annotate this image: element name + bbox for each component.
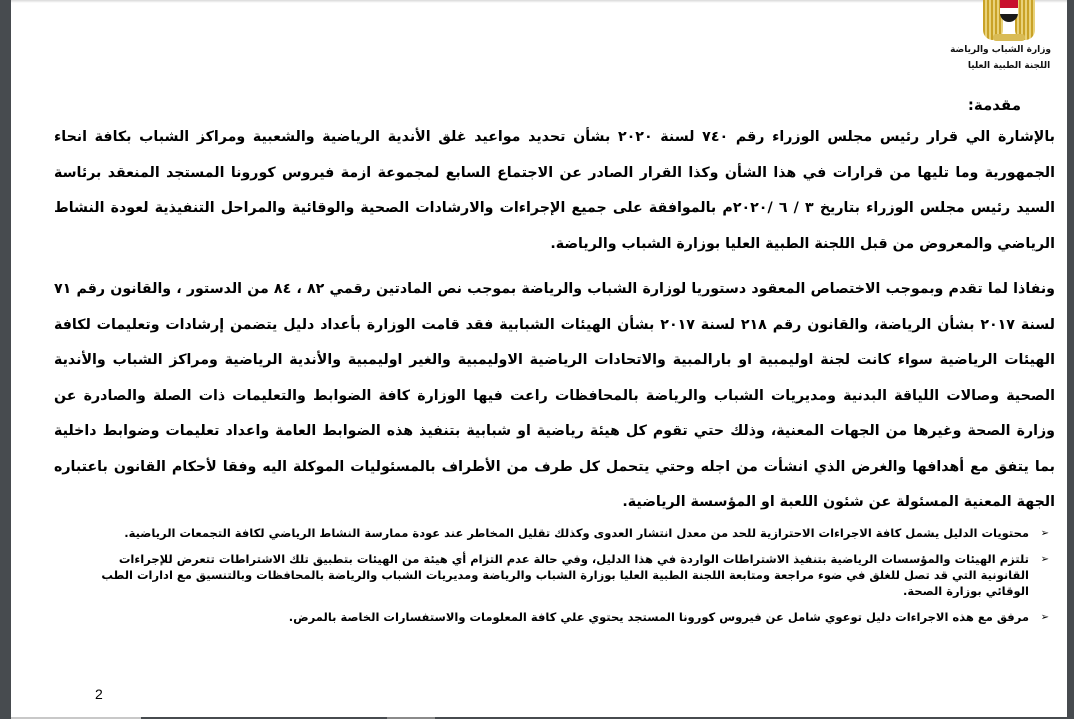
arrow-bullet-icon: ➢	[1040, 527, 1049, 539]
document-body	[54, 120, 1055, 635]
bullet-text: تلتزم الهيئات والمؤسسات الرياضية بتنفيذ الاشتراطات الواردة في هذا الدليل، وفي حالة عدم التزام أي هيئة من الهيئات بتطبيق تلك الاشتراطات تتعرض للإجراءات القانونية التي قد تصل للغلق في ضوء مراجعة ومتابعة اللجنة الطبية العليا بوزارة الشباب والرياضة ومديريات الشباب والرياضة بالمحافظات وبالتنسيق مع ادارات الطب الوقائي بوزارة الصحة.	[101, 551, 1029, 598]
egypt-eagle-emblem-icon	[983, 0, 1035, 42]
bullet-text: محتويات الدليل يشمل كافة الاجراءات الاحترازية للحد من معدل انتشار العدوى وكذلك تقليل المخاطر عند عودة ممارسة النشاط الرياضي لكافة التجمعات الرياضية.	[124, 525, 1029, 540]
bullet-item	[54, 525, 1055, 541]
arrow-bullet-icon: ➢	[1040, 553, 1049, 565]
section-title: مقدمة:	[967, 96, 1021, 114]
bullet-list	[54, 525, 1055, 625]
arrow-bullet-icon: ➢	[1040, 611, 1049, 623]
bullet-text: مرفق مع هذه الاجراءات دليل توعوي شامل عن فيروس كورونا المستجد يحتوي علي كافة المعلومات والاستفسارات الخاصة بالمرض.	[288, 609, 1029, 624]
ministry-name: وزارة الشباب والرياضة	[950, 45, 1051, 55]
paragraph-1: بالإشارة الي قرار رئيس مجلس الوزراء رقم ٧٤٠ لسنة ٢٠٢٠ بشأن تحديد مواعيد غلق الأندية الرياضية والشعبية ومراكز الشباب بكافة انحاء الجمهورية وما تليها من قرارات في هذا الشأن وكذا القرار الصادر عن الاجتماع السابع لمجموعة ازمة فيروس كورونا المستجد المنعقد برئاسة السيد رئيس مجلس الوزراء بتاريخ ٣ / ٦ /٢٠٢٠م بالموافقة على جميع الإجراءات والارشادات الصحية والوقائية والمراحل التنفيذية لعودة النشاط الرياضي والمعروض من قبل اللجنة الطبية العليا بوزارة الشباب والرياضة.	[54, 129, 1056, 252]
page-top-shadow	[11, 0, 1067, 3]
bullet-item	[54, 551, 1055, 599]
letterhead-logo	[950, 0, 1051, 71]
bullet-item	[54, 609, 1055, 625]
page-number: 2	[95, 686, 103, 702]
document-page	[11, 0, 1067, 717]
paragraph-2: ونفاذا لما تقدم وبموجب الاختصاص المعقود دستوريا لوزارة الشباب والرياضة بموجب نص المادتين رقمي ٨٢ ، ٨٤ من الدستور ، والقانون رقم ٧١ لسنة ٢٠١٧ بشأن الرياضة، والقانون رقم ٢١٨ لسنة ٢٠١٧ بشأن الهيئات الشبابية فقد قامت الوزارة بأعداد دليل يتضمن إرشادات وتعليمات لكافة الهيئات الرياضية سواء كانت لجنة اوليمبية او بارالمبية والاتحادات الرياضية الاوليمبية والغير اوليمبية والأندية الرياضية ومراكز الشباب والأندية الصحية وصالات اللياقة البدنية ومديريات الشباب والرياضة بالمحافظات راعت فيها الوزارة كافة الضوابط والتعليمات ذات الصلة والصادرة عن وزارة الصحة وغيرها من الجهات المعنية، وذلك حتي تقوم كل هيئة رياضية او شبابية بتنفيذ هذه الضوابط العامة واعداد تعليمات وضوابط داخلية بما يتفق مع أهدافها والغرض الذي انشأت من اجله وحتي يتحمل كل طرف من الأطراف بالمسئوليات الموكلة اليه وفقا لأحكام القانون باعتباره الجهة المعنية المسئولة عن شئون اللعبة او المؤسسة الرياضية.	[54, 281, 1055, 510]
committee-name: اللجنة الطبية العليا	[967, 61, 1051, 71]
